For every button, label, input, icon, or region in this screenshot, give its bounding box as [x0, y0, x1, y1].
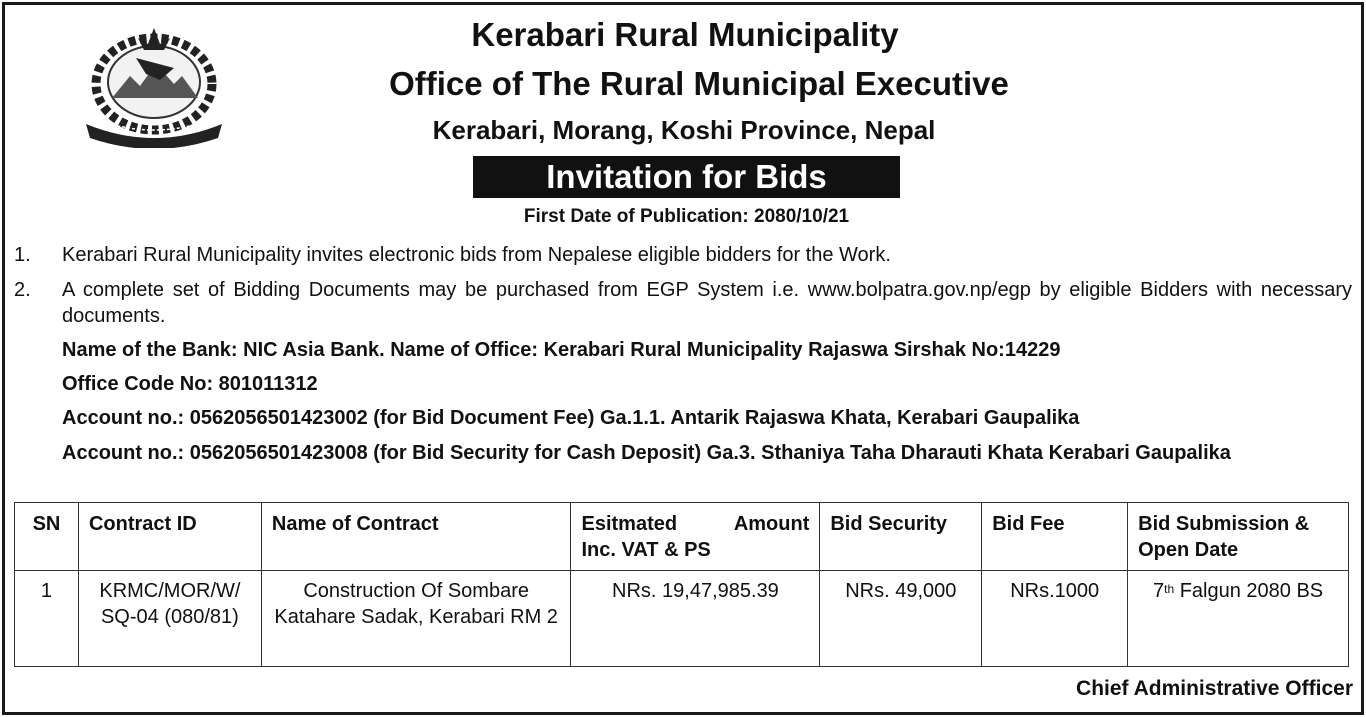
cell-submission-date — [1128, 571, 1349, 667]
header-contract-name: Name of Contract — [261, 503, 571, 571]
header-amount-line2: Inc. VAT & PS — [581, 539, 711, 561]
cell-sn: 1 — [15, 571, 79, 667]
office-name: Office of The Rural Municipal Executive — [389, 65, 1009, 102]
list-item-number: 1. — [14, 244, 31, 266]
notice-title: Invitation for Bids — [473, 156, 900, 198]
date-rest: Falgun 2080 BS — [1179, 580, 1324, 602]
table-row — [15, 571, 1349, 667]
list-item-text: Kerabari Rural Municipality invites electronic bids from Nepalese eligible bidders for the Work. — [62, 244, 891, 266]
cell-estimated-amount: NRs. 19,47,985.39 — [571, 571, 820, 667]
list-item-text: A complete set of Bidding Documents may be purchased from EGP System i.e. www.bolpatra.gov.np/egp by eligible Bidders with necessary documents. — [62, 279, 1352, 327]
signature-title: Chief Administrative Officer — [1076, 677, 1353, 700]
header-amount-word1: Esitmated — [581, 513, 678, 535]
header-estimated-amount — [571, 503, 820, 571]
account-bid-fee-text: Account no.: 0562056501423002 (for Bid Document Fee) Ga.1.1. Antarik Rajaswa Khata, Kerabari Gaupalika — [62, 407, 1080, 429]
account-bid-security-text: Account no.: 0562056501423008 (for Bid Security for Cash Deposit) Ga.3. Sthaniya Taha Dharauti Khata Kerabari Gaupalika — [62, 442, 1231, 464]
date-suffix: th — [1164, 582, 1175, 596]
cell-contract-name: Construction Of Sombare Katahare Sadak, Kerabari RM 2 — [261, 571, 571, 667]
header-amount-word2: Amount — [733, 513, 810, 535]
publication-date: First Date of Publication: 2080/10/21 — [523, 206, 850, 227]
office-address: Kerabari, Morang, Koshi Province, Nepal — [432, 115, 936, 145]
header-submission-date: Bid Submission & Open Date — [1128, 503, 1349, 571]
table-header-row — [15, 503, 1349, 571]
bank-name-text: Name of the Bank: NIC Asia Bank. Name of Office: Kerabari Rural Municipality Rajaswa Sirshak No:14229 — [62, 339, 1061, 361]
header-contract-id: Contract ID — [78, 503, 261, 571]
header-sn: SN — [15, 503, 79, 571]
office-code-text: Office Code No: 801011312 — [62, 373, 318, 395]
bids-table — [14, 502, 1349, 667]
municipality-name: Kerabari Rural Municipality — [471, 16, 899, 53]
cell-bid-fee: NRs.1000 — [982, 571, 1128, 667]
date-day: 7 — [1152, 580, 1165, 602]
list-item-number: 2. — [14, 279, 31, 301]
cell-bid-security: NRs. 49,000 — [820, 571, 982, 667]
header-bid-fee: Bid Fee — [982, 503, 1128, 571]
cell-contract-id: KRMC/MOR/W/ SQ-04 (080/81) — [78, 571, 261, 667]
header-bid-security: Bid Security — [820, 503, 982, 571]
